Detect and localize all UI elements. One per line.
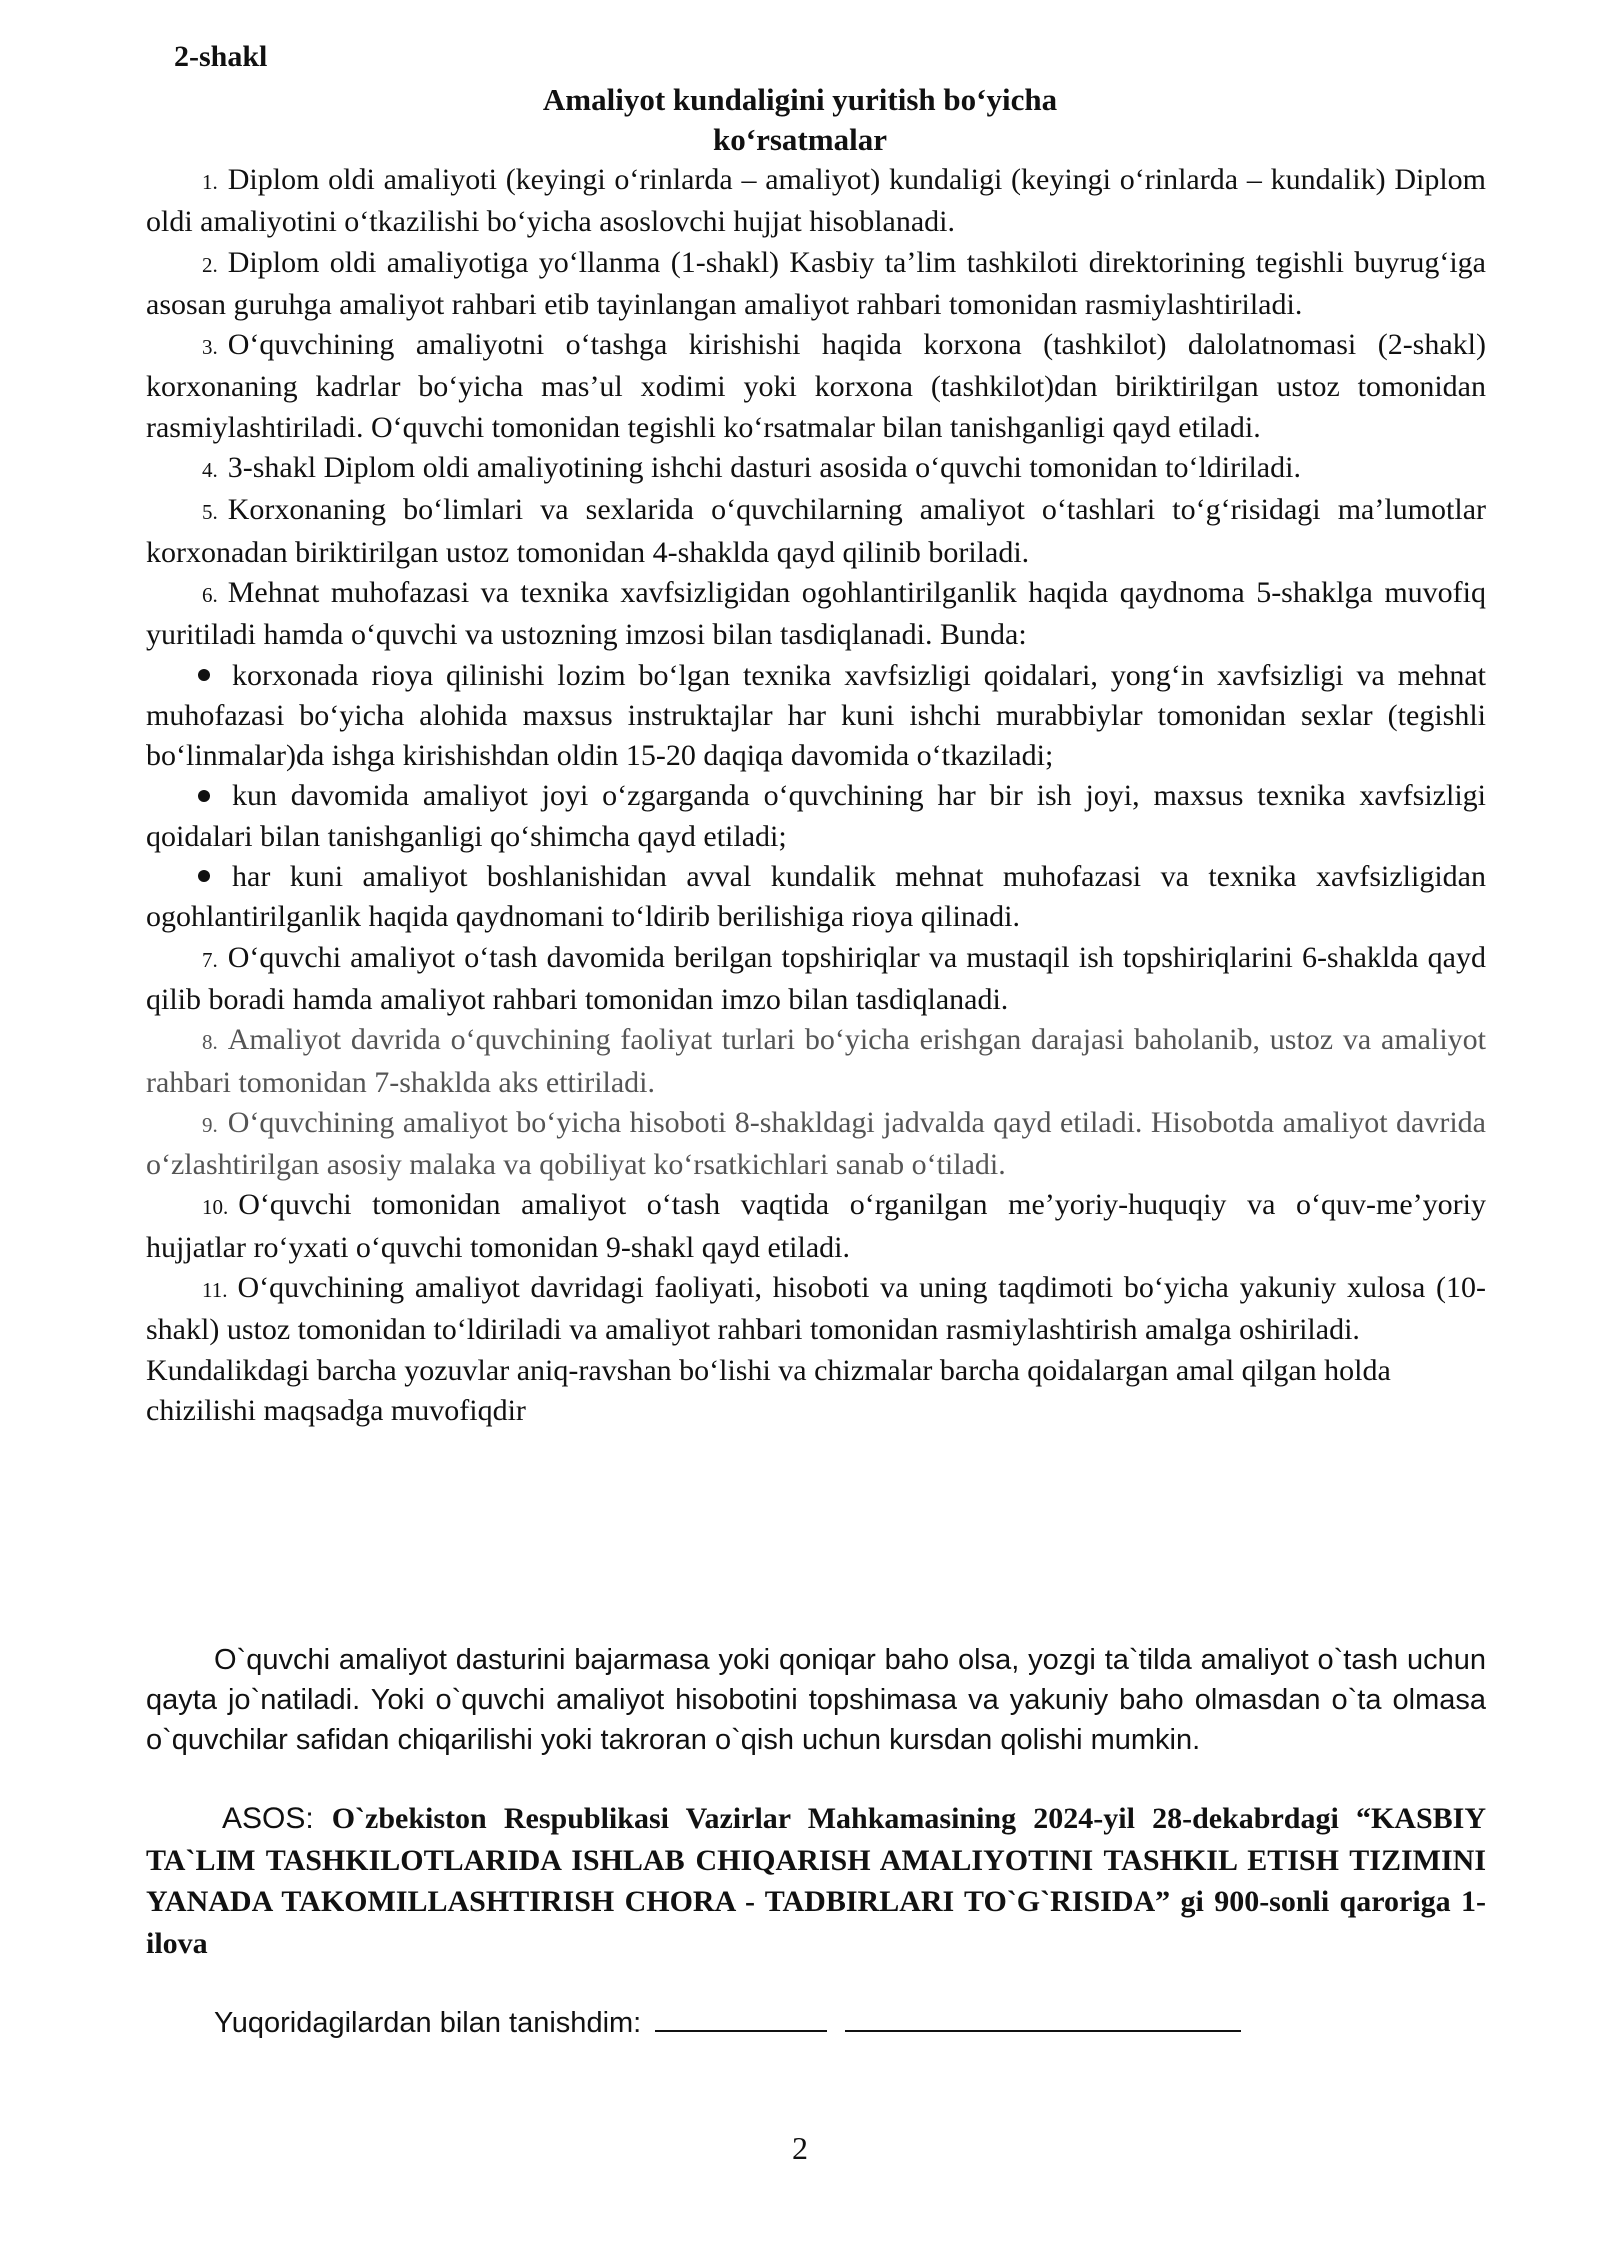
item-number: 1. (202, 170, 218, 194)
item-number: 9. (202, 1112, 218, 1137)
item-text: O‘quvchi amaliyot o‘tash davomida berilgan topshiriqlar va mustaqil ish topshiriqlarini 6-shaklda qayd qilib boradi hamda amaliyot rahbari tomonidan imzo bilan tasdiqlanadi. (146, 940, 1486, 1016)
item-number: 2. (202, 252, 218, 277)
item-text: Diplom oldi amaliyoti (keyingi o‘rinlarda – amaliyot) kundaligi (keyingi o‘rinlarda – kundalik) Diplom oldi amaliyotini o‘tkazilishi bo‘yicha asoslovchi hujjat hisoblanadi. (146, 163, 1486, 239)
bullet-dot-icon (198, 870, 210, 882)
instruction-item (146, 1268, 1486, 1351)
legal-basis (146, 1798, 1486, 1964)
bullet-text: korxonada rioya qilinishi lozim bo‘lgan texnika xavfsizligi qoidalari, yong‘in xavfsizligi va mehnat muhofazasi bo‘yicha alohida maxsus instruktajlar har kuni ishchi murabbiylar tomonidan sexlar (tegishli bo‘linmalar)da ishga kirishishdan oldin 15-20 daqiqa davomida o‘tkaziladi; (146, 658, 1486, 773)
item-number: 10. (202, 1195, 229, 1220)
bullet-dot-icon (198, 669, 210, 681)
item-number: 8. (202, 1030, 218, 1055)
bullet-item (146, 776, 1486, 857)
instructions-body (146, 160, 1486, 1431)
item-number: 6. (202, 582, 218, 607)
bullet-text: har kuni amaliyot boshlanishidan avval kundalik mehnat muhofazasi va texnika xavfsizligidan ogohlantirilganlik haqida qaydnomani to‘ldirib berilishiga rioya qilinadi. (146, 860, 1486, 934)
basis-lead: ASOS: (222, 1802, 332, 1835)
instruction-item (146, 573, 1486, 656)
instruction-item (146, 938, 1486, 1021)
item-text: Amaliyot davrida o‘quvchining faoliyat turlari bo‘yicha erishgan darajasi baholanib, ustoz va amaliyot rahbari tomonidan 7-shaklda aks ettiriladi. (146, 1023, 1486, 1099)
acknowledge-label: Yuqoridagilardan bilan tanishdim: (214, 2007, 642, 2039)
item-text: Korxonaning bo‘limlari va sexlarida o‘quvchilarning amaliyot o‘tashlari to‘g‘risidagi ma’lumotlar korxonadan biriktirilgan ustoz tomonidan 4-shaklda qayd qilinib boriladi. (146, 493, 1486, 569)
name-line[interactable] (845, 2004, 1241, 2032)
bullet-item (146, 857, 1486, 938)
item-number: 7. (202, 947, 218, 972)
bullet-dot-icon (198, 790, 210, 802)
instruction-item (146, 1185, 1486, 1268)
item-text: O‘quvchining amaliyot davridagi faoliyati, hisoboti va uning taqdimoti bo‘yicha yakuniy xulosa (10-shakl) ustoz tomonidan to‘ldiriladi va amaliyot rahbari tomonidan rasmiylashtirish amalga oshiriladi. (146, 1271, 1486, 1347)
bullet-item (146, 656, 1486, 777)
instruction-item (146, 243, 1486, 326)
acknowledgement-row (214, 2004, 1241, 2040)
warning-block (146, 1640, 1486, 1760)
item-text: Mehnat muhofazasi va texnika xavfsizligidan ogohlantirilganlik haqida qaydnoma 5-shaklga muvofiq yuritiladi hamda o‘quvchi va ustozning imzosi bilan tasdiqlanadi. Bunda: (146, 575, 1486, 652)
item-number: 11. (202, 1278, 228, 1303)
item-text: O‘quvchi tomonidan amaliyot o‘tash vaqtida o‘rganilgan me’yoriy-huquqiy va o‘quv-me’yoriy hujjatlar ro‘yxati o‘quvchi tomonidan 9-shakl qayd etiladi. (146, 1188, 1486, 1264)
item-number: 3. (202, 335, 218, 360)
instruction-item (146, 325, 1486, 448)
document-title-continued: ko‘rsatmalar (713, 122, 887, 157)
signature-line[interactable] (655, 2004, 827, 2032)
document-title: Amaliyot kundaligini yuritish bo‘yicha (542, 82, 1058, 117)
item-text: 3-shakl Diplom oldi amaliyotining ishchi dasturi asosida o‘quvchi tomonidan to‘ldiriladi. (227, 451, 1301, 485)
closing-note: Kundalikdagi barcha yozuvlar aniq-ravshan bo‘lishi va chizmalar barcha qoidalargan amal qilgan holda chizilishi maqsadga muvofiqdir (146, 1353, 1391, 1427)
warning-text: O`quvchi amaliyot dasturini bajarmasa yoki qoniqar baho olsa, yozgi ta`tilda amaliyot o`tash uchun qayta jo`natiladi. Yoki o`quvchi amaliyot hisobotini topshimasa va yakuniy baho olmasdan o`ta olmasa o`quvchilar safidan chiqarilishi yoki takroran o`qish uchun kursdan qolishi mumkin. (146, 1644, 1486, 1756)
instruction-item (146, 1103, 1486, 1186)
instruction-item (146, 448, 1486, 490)
page-number: 2 (792, 2130, 808, 2166)
item-text: O‘quvchining amaliyot bo‘yicha hisoboti 8-shakldagi jadvalda qayd etiladi. Hisobotda amaliyot davrida o‘zlashtirilgan asosiy malaka va qobiliyat ko‘rsatkichlari sanab o‘tiladi. (146, 1105, 1486, 1182)
item-number: 4. (202, 458, 218, 483)
basis-text: O`zbekiston Respublikasi Vazirlar Mahkamasining 2024-yil 28-dekabrdagi “KASBIY TA`LIM TASHKILOTLARIDA ISHLAB CHIQARISH AMALIYOTINI TASHKIL ETISH TIZIMINI YANADA TAKOMILLASHTIRISH CHORA - TADBIRLARI TO`G`RISIDA” gi 900-sonli qarorigа 1-ilova (146, 1802, 1486, 1960)
form-label: 2-shakl (174, 40, 268, 73)
item-number: 5. (202, 500, 218, 525)
instruction-item (146, 1020, 1486, 1103)
bullet-text: kun davomida amaliyot joyi o‘zgarganda o‘quvchining har bir ish joyi, maxsus texnika xavfsizligi qoidalari bilan tanishganligi qo‘shimcha qayd etiladi; (146, 779, 1486, 853)
instruction-item (146, 490, 1486, 573)
instruction-item (146, 160, 1486, 243)
item-text: O‘quvchining amaliyotni o‘tashga kirishishi haqida korxona (tashkilot) dalolatnomasi (2-shakl) korxonaning kadrlar bo‘yicha mas’ul xodimi yoki korxona (tashkilot)dan biriktirilgan ustoz tomonidan rasmiylashtiriladi. O‘quvchi tomonidan tegishli ko‘rsatmalar bilan tanishganligi qayd etiladi. (146, 328, 1486, 444)
item-text: Diplom oldi amaliyotiga yo‘llanma (1-shakl) Kasbiy ta’lim tashkiloti direktorining tegishli buyrug‘iga asosan guruhga amaliyot rahbari etib tayinlangan amaliyot rahbari tomonidan rasmiylashtiriladi. (146, 245, 1486, 321)
